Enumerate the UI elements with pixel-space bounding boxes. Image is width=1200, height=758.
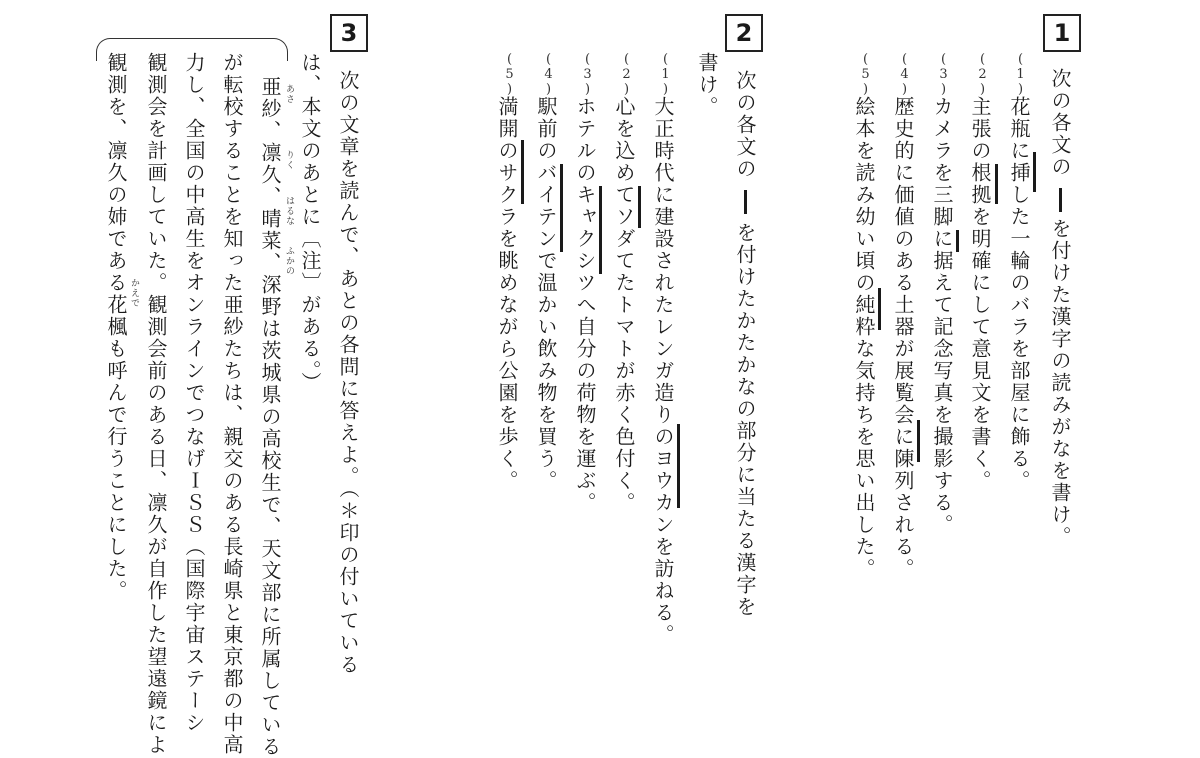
passage-line: 力し、全国の中高生をオンラインでつなげＩＳＳ（国際宇宙ステーシ (182, 52, 206, 734)
ruby-asa: あさ (284, 84, 294, 104)
q2-item-underline (521, 140, 524, 204)
passage-line: 観測を、凛久の姉である花楓も呼んで行うことにした。 (104, 52, 128, 602)
q3-intro-line1: 次の文章を読んで、あとの各問に答えよ。（＊印の付いている (336, 70, 360, 676)
q2-item-label: (2) (619, 52, 634, 97)
q1-item-label: (2) (975, 52, 990, 97)
q1-item-text: カメラを三脚に据えて記念写真を撮影する。 (930, 96, 954, 536)
q1-item-underline (956, 230, 959, 252)
q1-item-underline (878, 288, 881, 330)
q1-sideline-sample (1059, 188, 1062, 212)
q3-intro-line2: は、本文のあとに〔注〕がある。） (298, 52, 322, 394)
q1-instruction-part2: を付けた漢字の読みがなを書け。 (1048, 218, 1072, 548)
q1-item-label: (5) (858, 52, 873, 97)
ruby-kaede: かえで (129, 278, 139, 308)
q1-item-label: (1) (1013, 52, 1028, 97)
q2-item-text: 満開のサクラを眺めながら公園を歩く。 (495, 96, 519, 492)
q2-item-text: 大正時代に建設されたレンガ造りのヨウカンを訪ねる。 (651, 96, 675, 646)
ruby-fukano: ふかの (284, 246, 294, 276)
q1-item-underline (917, 420, 920, 462)
q1-item-underline (995, 164, 998, 204)
q2-item-label: (1) (658, 52, 673, 97)
q1-item-text: 花瓶に挿した一輪のバラを部屋に飾る。 (1007, 96, 1031, 492)
q2-item-underline (638, 186, 641, 228)
q2-item-label: (5) (502, 52, 517, 97)
q2-sideline-sample (744, 190, 747, 214)
q1-item-underline (1033, 152, 1036, 192)
q2-item-underline (599, 186, 602, 274)
q2-instruction-part1: 次の各文の (733, 70, 757, 180)
question-number-3: 3 (330, 14, 368, 52)
q2-item-underline (677, 424, 680, 508)
passage-line: が転校することを知った亜紗たちは、親交のある長崎県と東京都の中高 (220, 52, 244, 756)
q2-item-text: 駅前のバイテンで温かい飲み物を買う。 (534, 96, 558, 492)
ruby-riku: りく (284, 150, 294, 170)
q2-instruction-part3: 書け。 (695, 52, 719, 118)
q2-item-label: (4) (541, 52, 556, 97)
q2-item-text: 心を込めてソダてたトマトが赤く色付く。 (612, 96, 636, 514)
q2-item-text: ホテルのキャクシツへ自分の荷物を運ぶ。 (573, 96, 597, 514)
q2-item-underline (560, 164, 563, 252)
ruby-haruna: はるな (284, 196, 294, 226)
q1-item-text: 主張の根拠を明確にして意見文を書く。 (968, 96, 992, 492)
passage-line: 亜紗、凛久、晴菜、深野は茨城県の高校生で、天文部に所属している (258, 76, 282, 758)
q1-item-label: (4) (897, 52, 912, 97)
question-number-1: 1 (1043, 14, 1081, 52)
q2-instruction-part2: を付けたかたかなの部分に当たる漢字を (733, 222, 757, 618)
q1-item-label: (3) (936, 52, 951, 97)
passage-line: 観測会を計画していた。観測会前のある日、凛久が自作した望遠鏡によ (144, 52, 168, 756)
q2-item-label: (3) (580, 52, 595, 97)
q1-instruction-part1: 次の各文の (1048, 68, 1072, 178)
q1-item-text: 絵本を読み幼い頃の純粋な気持ちを思い出した。 (852, 96, 876, 580)
question-number-2: 2 (725, 14, 763, 52)
q1-item-text: 歴史的に価値のある土器が展覧会に陳列される。 (891, 96, 915, 580)
